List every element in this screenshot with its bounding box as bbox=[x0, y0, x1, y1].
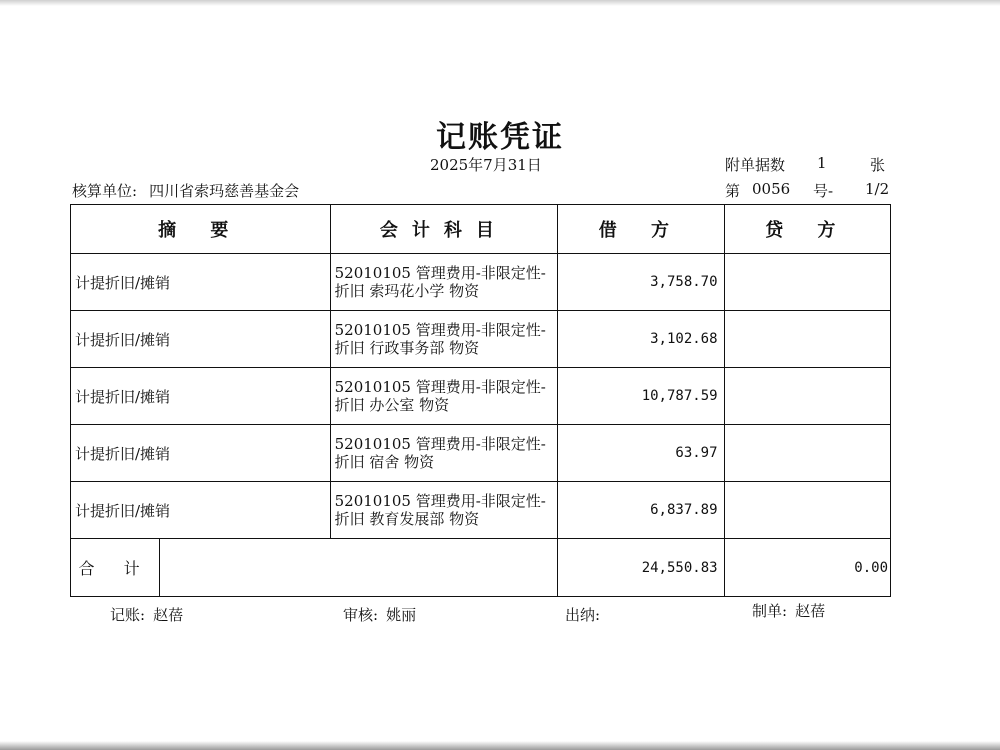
header-credit: 贷 方 bbox=[724, 205, 890, 254]
total-debit: 24,550.83 bbox=[558, 539, 724, 597]
attachments-unit: 张 bbox=[870, 156, 886, 174]
accounting-unit-label: 核算单位: bbox=[72, 182, 138, 200]
voucher-number-suffix: 号- bbox=[813, 182, 834, 200]
row-account-line1: 52010105 管理费用-非限定性- bbox=[334, 492, 546, 510]
reviewer-label: 审核: bbox=[343, 606, 379, 624]
preparer-label: 制单: bbox=[752, 602, 788, 620]
row-debit: 10,787.59 bbox=[558, 368, 724, 425]
accounting-unit-value: 四川省索玛慈善基金会 bbox=[149, 182, 300, 200]
voucher-number-value: 0056 bbox=[752, 180, 791, 198]
signature-cashier bbox=[565, 604, 608, 625]
total-label: 合 计 bbox=[71, 539, 160, 597]
header-account: 会计科目 bbox=[330, 205, 558, 254]
reviewer-name: 姚丽 bbox=[386, 606, 417, 624]
row-credit bbox=[724, 368, 890, 425]
bookkeeper-label: 记账: bbox=[110, 606, 146, 624]
voucher-title: 记账凭证 bbox=[436, 120, 564, 155]
row-account-line1: 52010105 管理费用-非限定性- bbox=[334, 321, 546, 339]
row-account bbox=[330, 482, 558, 539]
row-debit: 6,837.89 bbox=[558, 482, 724, 539]
table-row bbox=[71, 368, 891, 425]
scan-edge-bottom bbox=[0, 741, 1000, 750]
preparer-name: 赵蓓 bbox=[795, 602, 826, 620]
header-debit: 借 方 bbox=[558, 205, 724, 254]
row-account-line2: 折旧 索玛花小学 物资 bbox=[334, 282, 480, 300]
table-row bbox=[71, 254, 891, 311]
row-credit bbox=[724, 425, 890, 482]
signature-reviewer bbox=[343, 604, 416, 625]
attachments-label: 附单据数 bbox=[725, 156, 786, 174]
row-account-line2: 折旧 行政事务部 物资 bbox=[334, 339, 480, 357]
row-credit bbox=[724, 254, 890, 311]
table-header-row bbox=[71, 205, 891, 254]
row-account-line1: 52010105 管理费用-非限定性- bbox=[334, 435, 546, 453]
row-debit: 3,102.68 bbox=[558, 311, 724, 368]
row-account-line2: 折旧 办公室 物资 bbox=[334, 396, 450, 414]
bookkeeper-name: 赵蓓 bbox=[153, 606, 184, 624]
voucher-page: 1/2 bbox=[865, 180, 890, 198]
table-row bbox=[71, 311, 891, 368]
row-account bbox=[330, 311, 558, 368]
total-credit: 0.00 bbox=[724, 539, 890, 597]
attachments-count: 1 bbox=[817, 154, 827, 172]
signature-bookkeeper bbox=[110, 604, 183, 625]
accounting-unit bbox=[72, 180, 299, 201]
total-blank-cell bbox=[160, 539, 558, 597]
attachments-info bbox=[725, 154, 886, 175]
voucher-number-prefix: 第 bbox=[725, 182, 741, 200]
header-summary: 摘 要 bbox=[71, 205, 331, 254]
row-account bbox=[330, 254, 558, 311]
row-account-line1: 52010105 管理费用-非限定性- bbox=[334, 264, 546, 282]
voucher-table bbox=[70, 204, 891, 597]
voucher-date: 2025年7月31日 bbox=[430, 156, 542, 174]
row-summary: 计提折旧/摊销 bbox=[71, 482, 331, 539]
table-row bbox=[71, 425, 891, 482]
row-debit: 63.97 bbox=[558, 425, 724, 482]
row-credit bbox=[724, 311, 890, 368]
row-account bbox=[330, 368, 558, 425]
row-credit bbox=[724, 482, 890, 539]
scan-edge-top bbox=[0, 0, 1000, 6]
row-summary: 计提折旧/摊销 bbox=[71, 254, 331, 311]
row-summary: 计提折旧/摊销 bbox=[71, 425, 331, 482]
signature-preparer bbox=[752, 600, 825, 621]
total-row bbox=[71, 539, 891, 597]
row-summary: 计提折旧/摊销 bbox=[71, 368, 331, 425]
row-account-line2: 折旧 宿舍 物资 bbox=[334, 453, 435, 471]
row-debit: 3,758.70 bbox=[558, 254, 724, 311]
row-account-line2: 折旧 教育发展部 物资 bbox=[334, 510, 480, 528]
row-account-line1: 52010105 管理费用-非限定性- bbox=[334, 378, 546, 396]
cashier-label: 出纳: bbox=[565, 606, 601, 624]
table-row bbox=[71, 482, 891, 539]
row-account bbox=[330, 425, 558, 482]
row-summary: 计提折旧/摊销 bbox=[71, 311, 331, 368]
